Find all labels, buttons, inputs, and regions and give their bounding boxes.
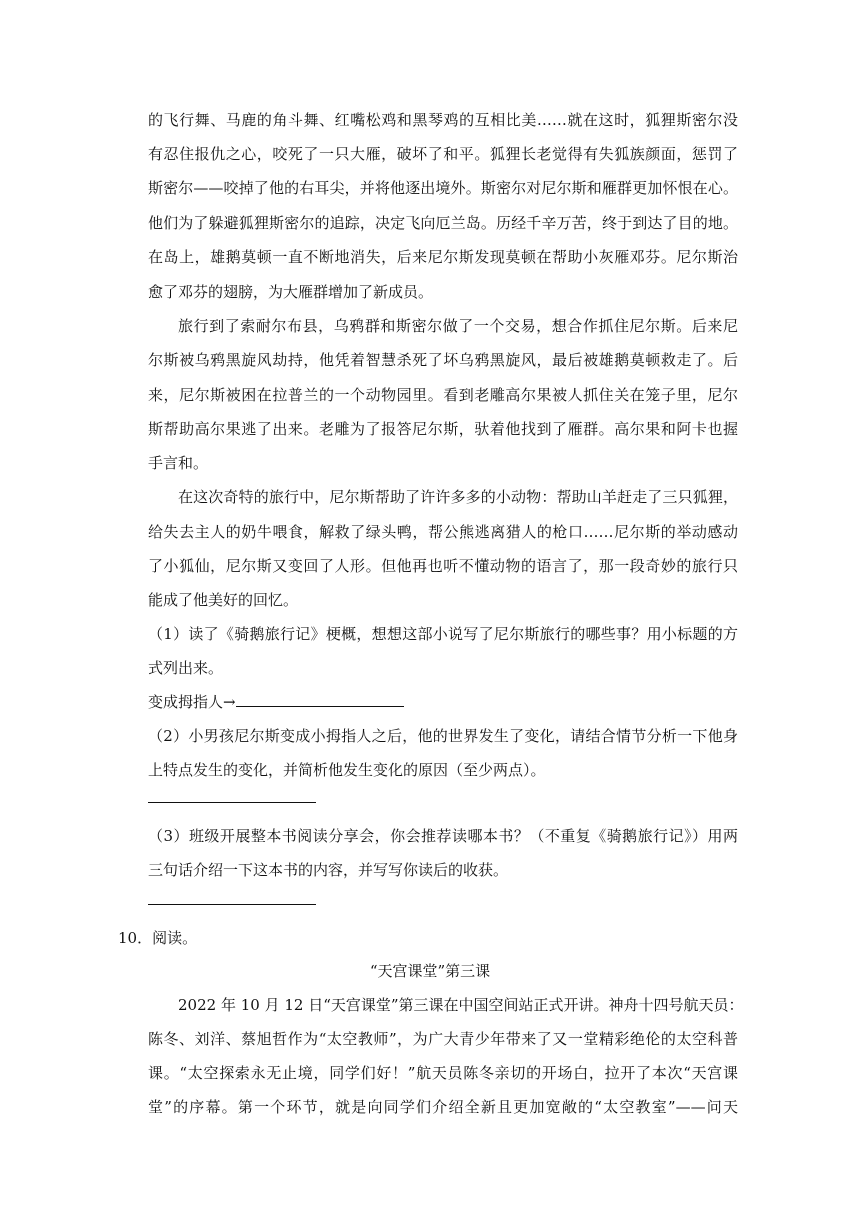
question-3-text: （3）班级开展整本书阅读分享会，你会推荐读哪本书？（不重复《骑鹅旅行记》）用两 bbox=[148, 827, 738, 845]
passage-line: 的飞行舞、马鹿的角斗舞、红嘴松鸡和黑琴鸡的互相比美……就在这时，狐狸斯密尔没 bbox=[148, 111, 738, 129]
passage-line: 手言和。 bbox=[148, 454, 209, 472]
article-line: 堂”的序幕。第一个环节，就是向同学们介绍全新且更加宽敞的“太空教室”——问天 bbox=[148, 1098, 738, 1116]
passage-line: 斯密尔——咬掉了他的右耳尖，并将他逐出境外。斯密尔对尼尔斯和雁群更加怀恨在心。 bbox=[148, 179, 738, 197]
answer-blank[interactable] bbox=[236, 692, 404, 707]
passage-line: 在岛上，雄鹅莫顿一直不断地消失，后来尼尔斯发现莫顿在帮助小灰雁邓芬。尼尔斯治 bbox=[148, 248, 738, 266]
answer-line[interactable] bbox=[148, 802, 316, 803]
passage-line: 来，尼尔斯被困在拉普兰的一个动物园里。看到老雕高尔果被人抓住关在笼子里，尼尔 bbox=[148, 386, 738, 404]
passage-line: 尔斯被乌鸦黑旋风劫持，他凭着智慧杀死了坏乌鸦黑旋风，最后被雄鹅莫顿救走了。后 bbox=[148, 351, 738, 369]
article-line: 2022 年 10 月 12 日“天宫课堂”第三课在中国空间站正式开讲。神舟十四号航天员： bbox=[178, 996, 744, 1014]
article-line: 课。“太空探索永无止境，同学们好！”航天员陈冬亲切的开场白，拉开了本次“天宫课 bbox=[148, 1064, 738, 1082]
question-1-text: 式列出来。 bbox=[148, 659, 224, 677]
question-2-text: （2）小男孩尼尔斯变成小拇指人之后，他的世界发生了变化，请结合情节分析一下他身 bbox=[148, 727, 738, 745]
passage-line: 能成了他美好的回忆。 bbox=[148, 591, 299, 609]
passage-line: 他们为了躲避狐狸斯密尔的追踪，决定飞向厄兰岛。历经千辛万苦，终于到达了目的地。 bbox=[148, 214, 738, 232]
question-2-text: 上特点发生的变化，并简析他发生变化的原因（至少两点）。 bbox=[148, 761, 546, 779]
passage-line: 愈了邓芬的翅膀，为大雁群增加了新成员。 bbox=[148, 283, 434, 301]
question-10-number: 10．阅读。 bbox=[118, 929, 198, 947]
question-1-answer bbox=[148, 692, 738, 712]
passage-line: 斯帮助高尔果逃了出来。老雕为了报答尼尔斯，驮着他找到了雁群。高尔果和阿卡也握 bbox=[148, 420, 738, 438]
question-3-text: 三句话介绍一下这本书的内容，并写写你读后的收获。 bbox=[148, 861, 509, 879]
passage-line: 在这次奇特的旅行中，尼尔斯帮助了许许多多的小动物：帮助山羊赶走了三只狐狸， bbox=[178, 488, 738, 506]
passage-line: 了小狐仙，尼尔斯又变回了人形。但他再也听不懂动物的语言了，那一段奇妙的旅行只 bbox=[148, 557, 738, 575]
passage-line: 给失去主人的奶牛喂食，解救了绿头鸭，帮公熊逃离猎人的枪口……尼尔斯的举动感动 bbox=[148, 523, 738, 541]
article-title: “天宫课堂”第三课 bbox=[369, 962, 491, 980]
passage-line: 旅行到了索耐尔布县，乌鸦群和斯密尔做了一个交易，想合作抓住尼尔斯。后来尼 bbox=[178, 317, 738, 335]
question-1-text: （1）读了《骑鹅旅行记》梗概，想想这部小说写了尼尔斯旅行的哪些事？用小标题的方 bbox=[148, 625, 738, 643]
answer-line[interactable] bbox=[148, 904, 316, 905]
answer-prefix: 变成拇指人→ bbox=[148, 693, 236, 711]
article-line: 陈冬、刘洋、蔡旭哲作为“太空教师”，为广大青少年带来了又一堂精彩绝伦的太空科普 bbox=[148, 1030, 738, 1048]
passage-line: 有忍住报仇之心，咬死了一只大雁，破坏了和平。狐狸长老觉得有失狐族颜面，惩罚了 bbox=[148, 145, 738, 163]
